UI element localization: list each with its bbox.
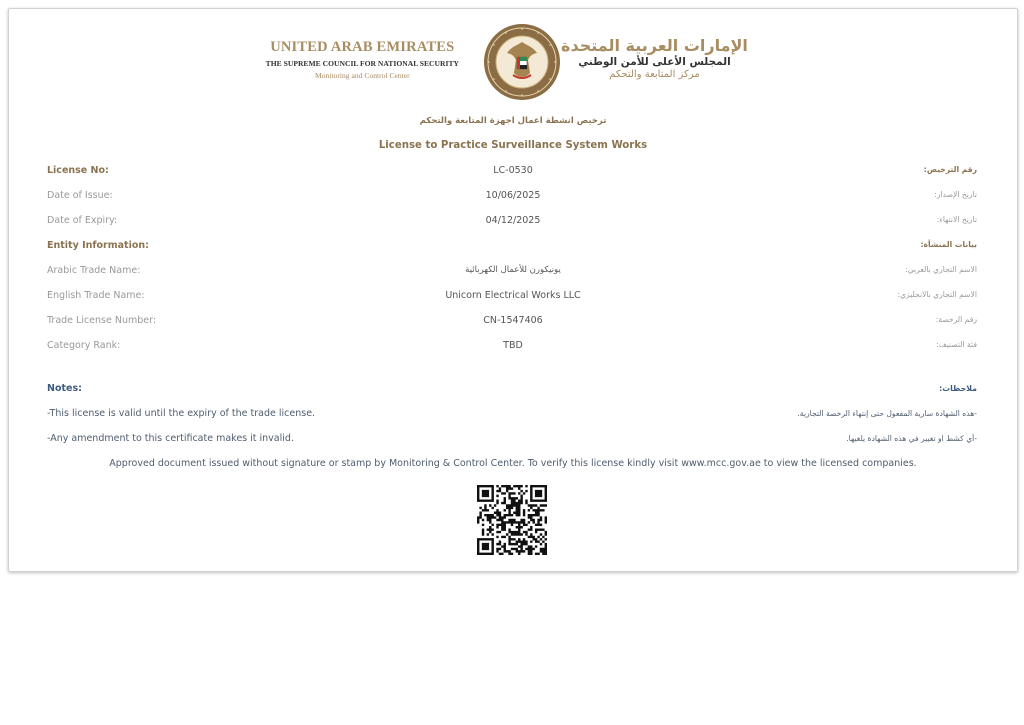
- field-label: Date of Expiry:: [47, 215, 118, 226]
- header-arabic: [561, 36, 748, 80]
- note-item: -Any amendment to this certificate makes it invalid.: [47, 433, 294, 444]
- field-value: LC-0530: [493, 165, 533, 176]
- note-item: -This license is valid until the expiry of the trade license.: [47, 408, 316, 419]
- field-label: Category Rank:: [47, 340, 121, 351]
- header-ar-council: المجلس الأعلى للأمن الوطني: [578, 56, 731, 68]
- header-en-center: Monitoring and Control Center: [314, 71, 410, 80]
- field-english-trade-name: [9, 290, 1017, 306]
- notes-label-arabic: ملاحظات:: [939, 384, 977, 393]
- field-date-of-issue: [9, 190, 1017, 206]
- section-label-arabic: بيانات المنشأة:: [920, 240, 977, 249]
- field-value: TBD: [503, 340, 523, 351]
- field-value: Unicorn Electrical Works LLC: [445, 290, 581, 301]
- header-en-council: THE SUPREME COUNCIL FOR NATIONAL SECURITY: [265, 59, 459, 68]
- header-ar-center: مركز المتابعة والتحكم: [609, 69, 700, 80]
- license-certificate: [8, 8, 1018, 572]
- field-label-arabic: تاريخ الإصدار:: [934, 190, 977, 199]
- field-label-arabic: الاسم التجاري بالعربي:: [905, 265, 977, 274]
- field-license-no: [9, 165, 1017, 181]
- field-value: 10/06/2025: [485, 190, 541, 201]
- field-value: يونيكورن للأعمال الكهربائية: [465, 265, 561, 275]
- field-value: 04/12/2025: [485, 215, 541, 226]
- qr-code-icon[interactable]: [477, 485, 547, 555]
- section-entity-information: [9, 240, 1017, 256]
- field-label: License No:: [47, 165, 109, 176]
- field-label: Date of Issue:: [47, 190, 113, 201]
- section-label: Entity Information:: [47, 240, 149, 251]
- field-label-arabic: رقم الترخيص:: [923, 165, 977, 174]
- document-title: License to Practice Surveillance System Works: [378, 140, 648, 151]
- field-label-arabic: تاريخ الانتهاء:: [936, 215, 977, 224]
- field-date-of-expiry: [9, 215, 1017, 231]
- note-item-arabic: -أي كشط او تغيير في هذه الشهادة يلغيها.: [846, 434, 977, 443]
- field-category-rank: [9, 340, 1017, 356]
- header-english: [266, 39, 459, 80]
- document-title-arabic: ترخيص انشطة اعمال اجهزة المتابعة والتحكم: [419, 116, 607, 126]
- field-trade-license-number: [9, 315, 1017, 331]
- field-label-arabic: فئة التصنيف:: [936, 340, 977, 349]
- field-arabic-trade-name: [9, 265, 1017, 281]
- note-item-arabic: -هذه الشهادة سارية المفعول حتى إنتهاء الرخصة التجارية.: [797, 409, 977, 418]
- notes-label: Notes:: [47, 383, 82, 394]
- uae-emblem-seal-icon: [483, 23, 561, 101]
- field-label: English Trade Name:: [47, 290, 145, 301]
- field-label: Trade License Number:: [47, 315, 157, 326]
- field-label-arabic: رقم الرخصة:: [935, 315, 977, 324]
- field-value: CN-1547406: [483, 315, 543, 326]
- field-label-arabic: الاسم التجاري بالانجليزي:: [897, 290, 977, 299]
- field-label: Arabic Trade Name:: [47, 265, 141, 276]
- qr-modules: [477, 485, 547, 555]
- header-en-title: UNITED ARAB EMIRATES: [270, 39, 455, 55]
- approval-statement: Approved document issued without signature or stamp by Monitoring & Control Center. To verify this license kindly visit www.mcc.gov.ae to view the licensed companies.: [109, 458, 917, 469]
- header-ar-title: الإمارات العربية المتحدة: [561, 36, 748, 55]
